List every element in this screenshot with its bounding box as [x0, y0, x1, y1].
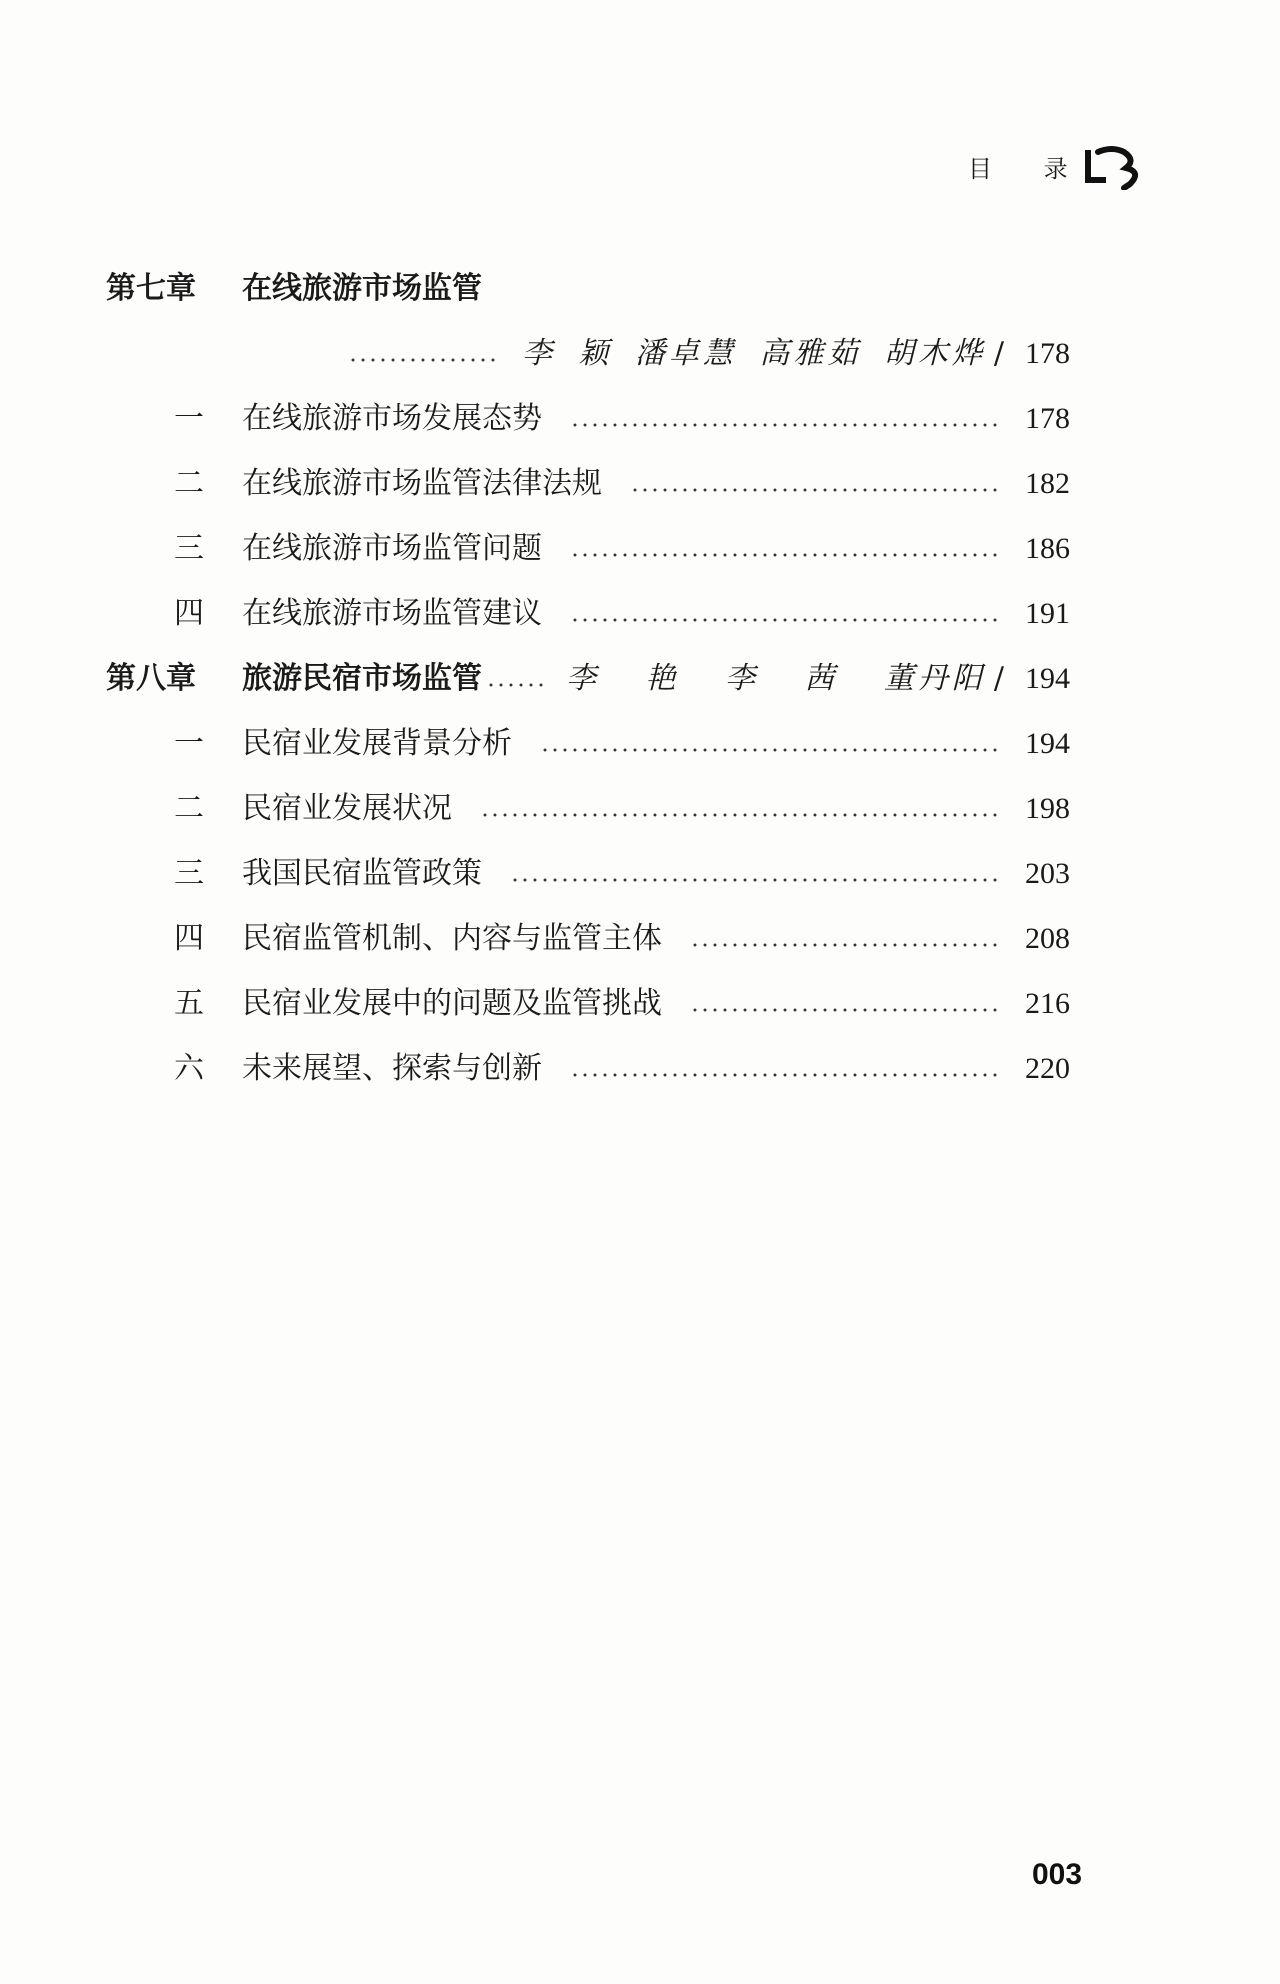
page-ref: 220	[1025, 1051, 1070, 1085]
dot-leader	[348, 358, 498, 362]
chapter-authors-line-7[interactable]	[106, 321, 1070, 386]
section-number: 六	[174, 1050, 204, 1086]
toc-entry[interactable]	[106, 841, 1070, 906]
section-number: 二	[174, 465, 204, 501]
chapter-authors	[522, 334, 994, 374]
section-number: 四	[174, 595, 204, 631]
page-ref: 208	[1025, 921, 1070, 955]
section-title: 民宿监管机制、内容与监管主体	[242, 920, 662, 956]
toc-entry[interactable]	[106, 1036, 1070, 1101]
author-name: 董丹阳	[883, 660, 986, 696]
dot-leader	[510, 878, 998, 882]
page-ref: 203	[1025, 856, 1070, 890]
page-number: 003	[1032, 1858, 1083, 1891]
section-number: 二	[174, 790, 204, 826]
section-number: 一	[174, 725, 204, 761]
toc-entry[interactable]	[106, 451, 1070, 516]
section-title: 在线旅游市场监管问题	[242, 530, 542, 566]
author-name: 颖	[578, 335, 613, 371]
dot-leader	[570, 553, 998, 557]
toc-entry[interactable]	[106, 386, 1070, 451]
page-ref: 178	[1025, 336, 1070, 370]
author-separator: /	[993, 335, 1004, 371]
dot-leader	[630, 488, 998, 492]
dot-leader	[486, 683, 546, 687]
section-number: 三	[174, 530, 204, 566]
dot-leader	[480, 813, 998, 817]
publisher-logo-icon	[1084, 142, 1146, 190]
section-title: 民宿业发展状况	[242, 790, 452, 826]
author-name: 李	[522, 335, 556, 371]
dot-leader	[540, 748, 998, 752]
table-of-contents	[106, 256, 1070, 1101]
dot-leader	[570, 423, 998, 427]
section-title: 在线旅游市场发展态势	[242, 400, 542, 436]
author-name: 潘卓慧	[634, 335, 737, 371]
page-ref: 191	[1025, 596, 1070, 630]
chapter-title: 旅游民宿市场监管	[242, 660, 482, 696]
section-number: 五	[174, 985, 204, 1021]
toc-entry[interactable]	[106, 776, 1070, 841]
page-ref: 182	[1025, 466, 1070, 500]
page-ref: 216	[1025, 986, 1070, 1020]
section-number: 一	[174, 400, 204, 436]
author-name: 茜	[804, 660, 839, 696]
section-title: 在线旅游市场监管建议	[242, 595, 542, 631]
section-number: 四	[174, 920, 204, 956]
page-ref: 194	[1025, 726, 1070, 760]
dot-leader	[690, 943, 998, 947]
section-title: 民宿业发展背景分析	[242, 725, 512, 761]
toc-entry[interactable]	[106, 711, 1070, 776]
section-title: 在线旅游市场监管法律法规	[242, 465, 602, 501]
dot-leader	[570, 618, 998, 622]
author-name: 艳	[645, 660, 680, 696]
chapter-heading-8[interactable]	[106, 646, 1070, 711]
toc-entry[interactable]	[106, 516, 1070, 581]
section-title: 我国民宿监管政策	[242, 855, 482, 891]
page-ref: 186	[1025, 531, 1070, 565]
dot-leader	[570, 1073, 998, 1077]
chapter-number: 第七章	[106, 270, 196, 306]
running-header	[968, 142, 1146, 190]
author-name: 李	[724, 660, 759, 696]
chapter-heading-7[interactable]	[106, 256, 1070, 321]
author-name: 高雅茹	[759, 335, 862, 371]
author-name: 胡木烨	[883, 335, 986, 371]
toc-entry[interactable]	[106, 906, 1070, 971]
section-title: 未来展望、探索与创新	[242, 1050, 542, 1086]
section-title: 民宿业发展中的问题及监管挑战	[242, 985, 662, 1021]
author-name: 李	[566, 660, 600, 696]
chapter-authors	[566, 659, 994, 699]
toc-entry[interactable]	[106, 971, 1070, 1036]
toc-entry[interactable]	[106, 581, 1070, 646]
page-ref: 194	[1025, 661, 1070, 695]
section-number: 三	[174, 855, 204, 891]
author-separator: /	[993, 660, 1004, 696]
dot-leader	[690, 1008, 998, 1012]
chapter-title: 在线旅游市场监管	[242, 270, 482, 306]
page-ref: 178	[1025, 401, 1070, 435]
running-header-title: 目 录	[968, 154, 1090, 183]
page-ref: 198	[1025, 791, 1070, 825]
chapter-number: 第八章	[106, 660, 196, 696]
